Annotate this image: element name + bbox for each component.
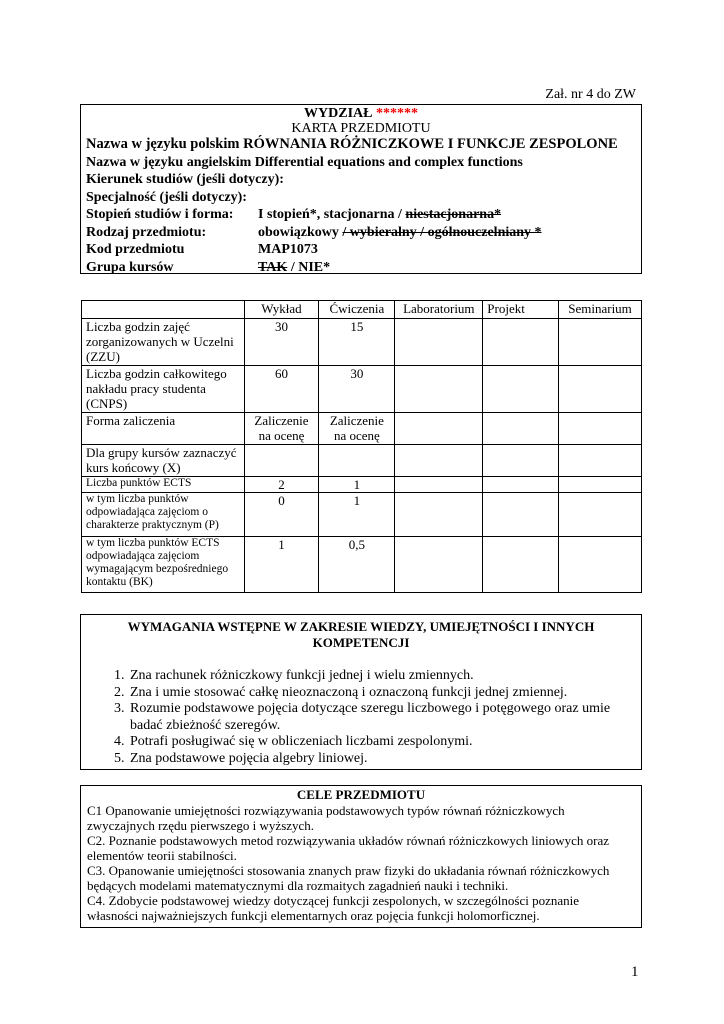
table-row: Forma zaliczenia Zaliczenie na ocenę Zaliczenie na ocenę	[82, 413, 642, 445]
group-row: Grupa kursów TAK / NIE*	[86, 259, 331, 275]
table-row: Liczba godzin zajęć zorganizowanych w Uczelni (ZZU) 30 15	[82, 319, 642, 366]
hours-table	[81, 300, 642, 593]
spec-row: Specjalność (jeśli dotyczy):	[86, 189, 247, 205]
degree-row: Stopień studiów i forma: I stopień*, stacjonarna / niestacjonarna*	[86, 207, 502, 222]
objective-item: C4. Zdobycie podstawowej wiedzy dotyczącej funkcji zespolonych, w szczególności poznanie własności najważniejszych funkcji elementarnych oraz pojęcia funkcji holomorficznej.	[87, 893, 580, 923]
table-header-cell: Seminarium	[559, 301, 642, 319]
table-row: w tym liczba punktów odpowiadająca zajęciom o charakterze praktycznym (P) 0 1	[82, 493, 642, 537]
table-row: Liczba punktów ECTS 2 1	[82, 477, 642, 493]
objective-item: C3. Opanowanie umiejętności stosowania znanych praw fizyki do układania równań różniczkowych będących modelami matematycznymi dla rozmaitych zagadnień nauki i techniki.	[87, 863, 610, 893]
table-row: Liczba godzin całkowitego nakładu pracy studenta (CNPS) 60 30	[82, 366, 642, 413]
code-row: Kod przedmiotu MAP1073	[86, 242, 318, 257]
objectives-title: CELE PRZEDMIOTU	[296, 787, 426, 802]
table-header-cell: Laboratorium	[395, 301, 483, 319]
type-row: Rodzaj przedmiotu: obowiązkowy / wybieralny / ogólnouczelniany *	[86, 224, 542, 240]
objective-item: C1 Opanowanie umiejętności rozwiązywania podstawowych typów równań różniczkowych zwyczajnych rzędu pierwszego i wyższych.	[87, 803, 565, 833]
table-header-cell: Projekt	[483, 301, 559, 319]
objectives-box	[80, 785, 642, 928]
table-header-row	[82, 301, 642, 319]
objective-item: C2. Poznanie podstawowych metod rozwiązywania układów równań różniczkowych liniowych oraz elementów teorii stabilności.	[87, 833, 610, 863]
list-item: 3. Rozumie podstawowe pojęcia dotyczące szeregu liczbowego i potęgowego oraz umie badać zbieżność szeregów.	[128, 701, 641, 734]
course-header-box	[80, 104, 642, 274]
field-row: Kierunek studiów (jeśli dotyczy):	[86, 172, 284, 187]
table-row: w tym liczba punktów ECTS odpowiadająca zajęciom wymagającym bezpośredniego kontaktu (BK) 1 0,5	[82, 537, 642, 593]
faculty-marks: ******	[375, 106, 418, 121]
faculty-heading: WYDZIAŁ ******	[304, 106, 418, 121]
requirements-list	[81, 668, 641, 767]
table-row: Dla grupy kursów zaznaczyć kurs końcowy (X)	[82, 445, 642, 477]
table-header-cell: Ćwiczenia	[319, 301, 395, 319]
list-item: 1. Zna rachunek różniczkowy funkcji jednej i wielu zmiennych.	[128, 668, 641, 685]
card-title: KARTA PRZEDMIOTU	[291, 121, 431, 136]
attachment-note: Zał. nr 4 do ZW	[545, 87, 636, 102]
requirements-box	[80, 614, 642, 770]
table-header-cell: Wykład	[244, 301, 319, 319]
list-item: 2. Zna i umie stosować całkę nieoznaczoną i oznaczoną funkcji jednej zmiennej.	[128, 685, 641, 702]
requirements-title: WYMAGANIA WSTĘPNE W ZAKRESIE WIEDZY, UMIEJĘTNOŚCI I INNYCH KOMPETENCJI	[127, 619, 595, 650]
list-item: 4. Potrafi posługiwać się w obliczeniach liczbami zespolonymi.	[128, 734, 641, 751]
name-pl-row: Nazwa w języku polskim RÓWNANIA RÓŻNICZKOWE I FUNKCJE ZESPOLONE	[86, 136, 618, 152]
list-item: 5. Zna podstawowe pojęcia algebry liniowej.	[128, 751, 641, 768]
name-en-row: Nazwa w języku angielskim Differential equations and complex functions	[86, 154, 523, 170]
page-number: 1	[631, 964, 639, 980]
table-header-cell	[82, 301, 245, 319]
